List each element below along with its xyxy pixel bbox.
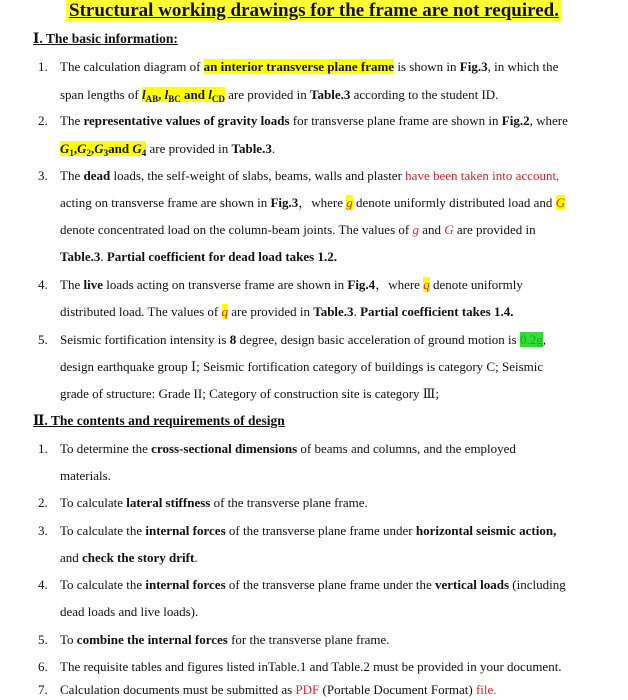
req-1-line-1: To determine the cross-sectional dimensions of beams and columns, and the employed <box>60 441 516 456</box>
item-2-line-2: $G_1,G_2,G_3and$ $G_4$ are provided in Table.3. <box>60 141 276 158</box>
item-4-line-2: distributed load. The values of q are provided in Table.3. Partial coefficient takes 1.4. <box>60 304 514 319</box>
req-5-number: 5. <box>38 632 48 647</box>
section-1-heading: Ⅰ. The basic information: <box>33 31 178 46</box>
item-5-line-1: Seismic fortification intensity is 8 degree, design basic acceleration of ground motion is 0.2g, <box>60 332 546 347</box>
req-3-line-1: To calculate the internal forces of the transverse plane frame under horizontal seismic action, <box>60 523 557 538</box>
item-1-line-2: span lengths of $l_{AB}$, $l_{BC}$ and $l_{CD}$ are provided in Table.3 according to the student ID. <box>60 87 499 104</box>
req-3-line-2: and check the story drift. <box>60 550 198 565</box>
item-3-number: 3. <box>38 168 48 183</box>
item-5-line-2: design earthquake group Ⅰ; Seismic fortification category of buildings is category C; Seismic <box>60 359 544 374</box>
req-6-number: 6. <box>38 659 48 674</box>
req-2-number: 2. <box>38 495 48 510</box>
span-length-symbols: $l_{AB}$, $l_{BC}$ and $l_{CD}$ <box>141 87 225 104</box>
item-3-line-3: denote concentrated load on the column-beam joints. The values of g and G are provided in <box>60 222 536 237</box>
req-5-line-1: To combine the internal forces for the transverse plane frame. <box>60 632 390 647</box>
item-2-line-1: The representative values of gravity loads for transverse plane frame are shown in Fig.2, where <box>60 113 568 128</box>
req-1-number: 1. <box>38 441 48 456</box>
item-1-number: 1. <box>38 59 48 74</box>
item-3-line-4: Table.3. Partial coefficient for dead load takes 1.2. <box>60 249 337 264</box>
item-1-line-1: The calculation diagram of an interior transverse plane frame is shown in Fig.3, in which the <box>60 59 559 74</box>
req-4-line-2: dead loads and live loads). <box>60 604 199 619</box>
item-3-line-1: The dead loads, the self-weight of slabs, beams, walls and plaster have been taken into account, <box>60 168 560 183</box>
req-7-line-1: Calculation documents must be submitted as PDF (Portable Document Format) file. <box>60 682 497 697</box>
section-2-heading: Ⅱ. The contents and requirements of design <box>33 413 285 428</box>
page-title: Structural working drawings for the frame are not required. <box>0 0 628 22</box>
item-4-line-1: The live loads acting on transverse frame are shown in Fig.4，where q denote uniformly <box>60 277 523 292</box>
item-3-line-2: acting on transverse frame are shown in Fig.3，where g denote uniformly distributed load and G <box>60 195 566 210</box>
req-6-line-1: The requisite tables and figures listed inTable.1 and Table.2 must be provided in your document. <box>60 659 562 674</box>
req-4-line-1: To calculate the internal forces of the transverse plane frame under the vertical loads (including <box>60 577 566 592</box>
req-3-number: 3. <box>38 523 48 538</box>
item-4-number: 4. <box>38 277 48 292</box>
req-4-number: 4. <box>38 577 48 592</box>
req-2-line-1: To calculate lateral stiffness of the transverse plane frame. <box>60 495 368 510</box>
item-2-number: 2. <box>38 113 48 128</box>
item-5-line-3: grade of structure: Grade II; Category of construction site is category Ⅲ; <box>60 386 439 401</box>
req-7-number: 7. <box>38 682 48 697</box>
gravity-load-symbols: $G_1,G_2,G_3and$ $G_4$ <box>60 141 147 158</box>
req-1-line-2: materials. <box>60 468 111 483</box>
item-5-number: 5. <box>38 332 48 347</box>
